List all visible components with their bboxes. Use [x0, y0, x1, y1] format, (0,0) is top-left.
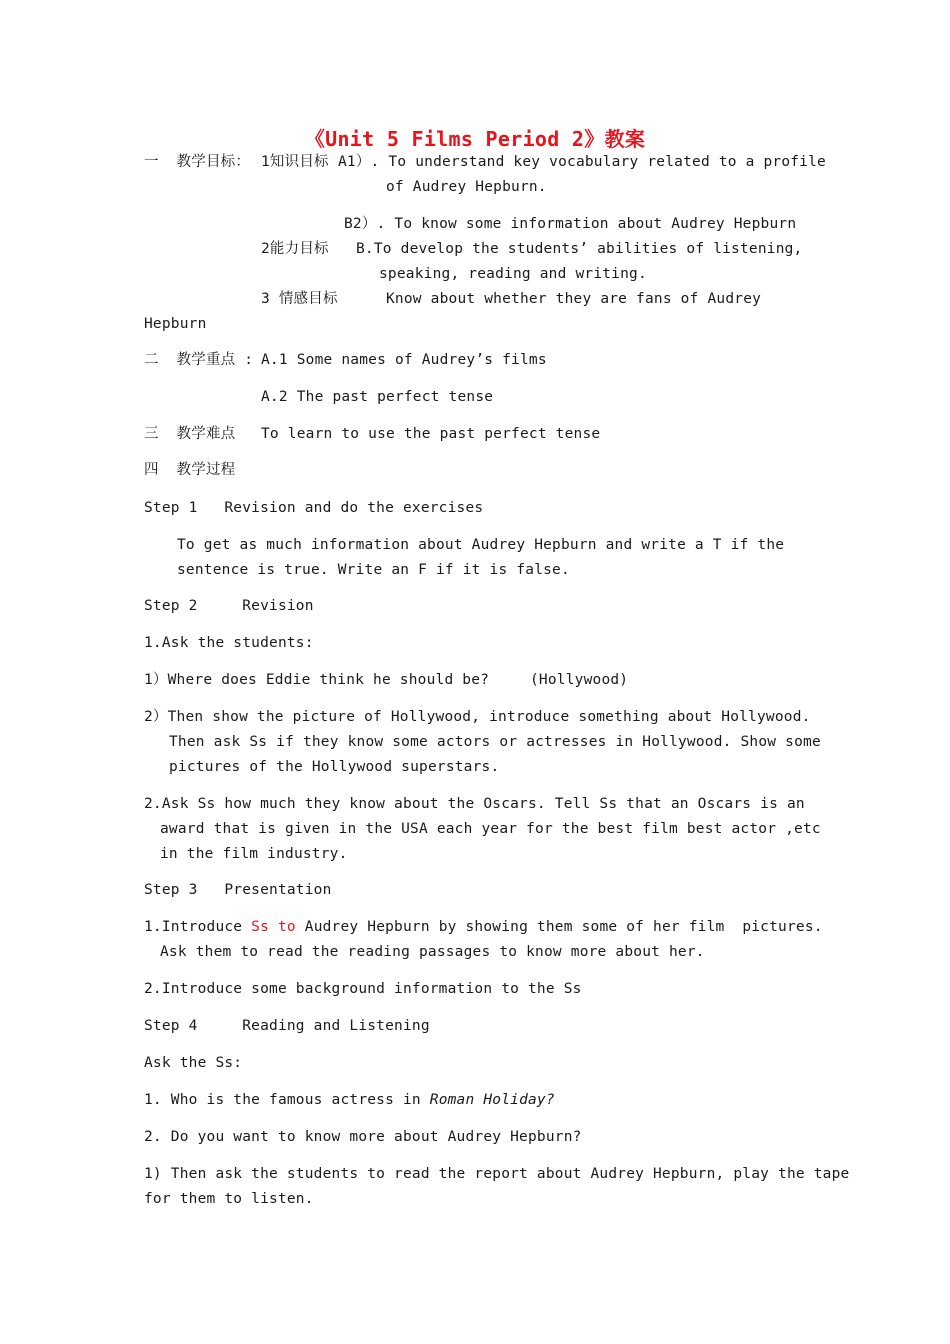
ability-objective-cont: speaking, reading and writing.: [379, 266, 647, 282]
objective-b2: B2）. To know some information about Audrey Hepburn: [344, 216, 797, 232]
difficulty-heading: 三 教学难点: [144, 426, 236, 442]
process-heading: 四 教学过程: [144, 462, 236, 478]
step3-p2: 2.Introduce some background information to the Ss: [144, 981, 582, 997]
step2-q1-answer: (Hollywood): [530, 672, 629, 688]
objective-a1: A1）. To understand key vocabulary related to a profile: [338, 154, 826, 170]
step2-q1: 1）Where does Eddie think he should be?: [144, 672, 490, 688]
step4-q2: 2. Do you want to know more about Audrey Hepburn?: [144, 1129, 582, 1145]
ability-label: 2能力目标: [261, 241, 329, 257]
knowledge-label: 1知识目标: [261, 154, 329, 170]
step4-heading: Step 4 Reading and Listening: [144, 1018, 430, 1034]
step2-p2-line1: 2.Ask Ss how much they know about the Oscars. Tell Ss that an Oscars is an: [144, 796, 805, 812]
emotion-objective-cont: Hepburn: [144, 316, 207, 332]
step3-p1-pre: 1.Introduce: [144, 919, 252, 935]
step3-p1-line2: Ask them to read the reading passages to know more about her.: [160, 944, 705, 960]
key-points-heading: 二 教学重点 :: [144, 352, 254, 368]
step1-line2: sentence is true. Write an F if it is false.: [177, 562, 570, 578]
step4-q1: [144, 1090, 555, 1110]
document-title: 《Unit 5 Films Period 2》教案: [304, 127, 646, 151]
step3-p1-line1: [144, 917, 823, 937]
objectives-heading: 一 教学目标：: [144, 154, 251, 170]
step4-s1-line2: for them to listen.: [144, 1191, 314, 1207]
ability-objective: B.To develop the students’ abilities of listening,: [356, 241, 803, 257]
step3-heading: Step 3 Presentation: [144, 882, 332, 898]
key-point-a2: A.2 The past perfect tense: [261, 389, 494, 405]
step2-q2-line1: 2）Then show the picture of Hollywood, introduce something about Hollywood.: [144, 709, 811, 725]
step2-p2-line2: award that is given in the USA each year for the best film best actor ,etc: [160, 821, 821, 837]
step2-q2-line3: pictures of the Hollywood superstars.: [169, 759, 500, 775]
step4-q1-film-title: Roman Holiday?: [429, 1092, 555, 1108]
emotion-objective: Know about whether they are fans of Audrey: [386, 291, 762, 307]
step3-p1-post: Audrey Hepburn by showing them some of her film pictures.: [295, 919, 823, 935]
difficulty-text: To learn to use the past perfect tense: [261, 426, 601, 442]
step1-heading: Step 1 Revision and do the exercises: [144, 500, 484, 516]
step2-q2-line2: Then ask Ss if they know some actors or actresses in Hollywood. Show some: [169, 734, 821, 750]
step2-ask: 1.Ask the students:: [144, 635, 314, 651]
step4-s1-line1: 1) Then ask the students to read the report about Audrey Hepburn, play the tape: [144, 1166, 850, 1182]
step1-line1: To get as much information about Audrey Hepburn and write a T if the: [177, 537, 785, 553]
step4-ask: Ask the Ss:: [144, 1055, 243, 1071]
step2-heading: Step 2 Revision: [144, 598, 314, 614]
key-point-a1: A.1 Some names of Audrey’s films: [261, 352, 547, 368]
step3-p1-highlight: Ss to: [251, 919, 296, 935]
objective-a1-cont: of Audrey Hepburn.: [386, 179, 547, 195]
step4-q1-pre: 1. Who is the famous actress in: [144, 1092, 430, 1108]
step2-p2-line3: in the film industry.: [160, 846, 348, 862]
emotion-label: 3 情感目标: [261, 291, 338, 307]
